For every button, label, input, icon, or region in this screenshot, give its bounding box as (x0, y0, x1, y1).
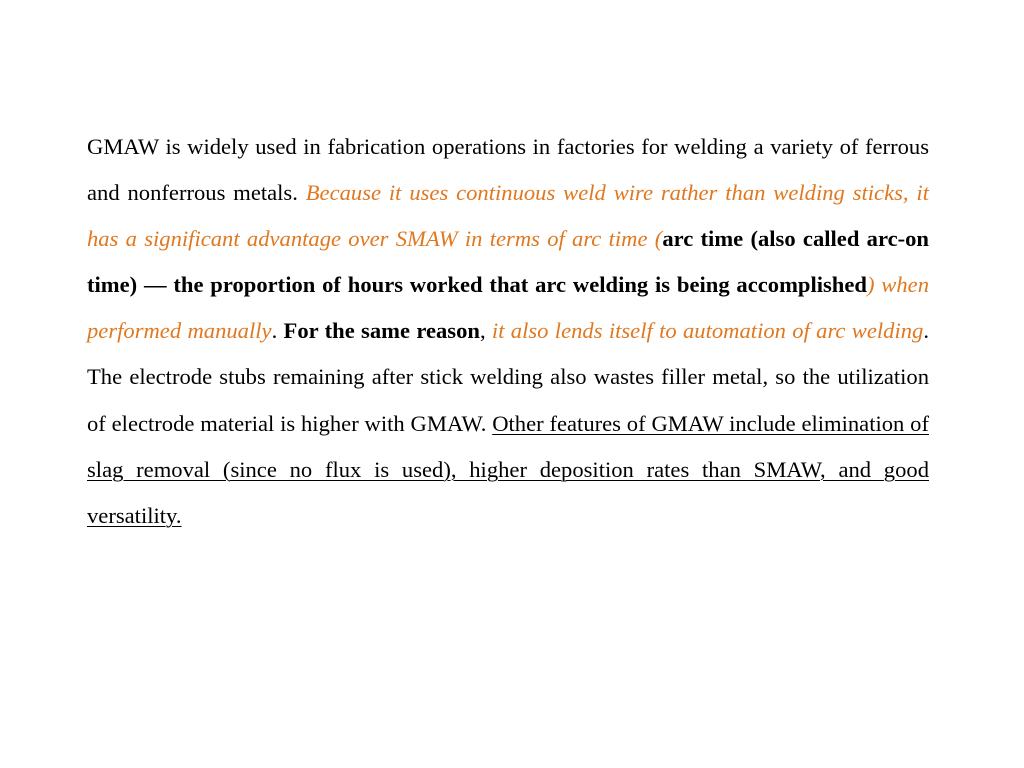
other-features-underlined: Other features of GMAW include elimination of slag removal (since no flux is used), higher deposition rates than SMAW, and good versatility. (87, 410, 929, 528)
same-reason-bold: For the same reason (283, 318, 480, 344)
advantage-highlight: Because it uses continuous weld wire rather than welding sticks, it has a significant advantage over SMAW in terms of arc time ( (87, 180, 929, 252)
arc-time-definition: arc time (also called arc-on time) — the proportion of hours worked that arc welding is being accomplished (87, 226, 929, 298)
manual-highlight: ) when performed manually (87, 272, 929, 344)
comma-text: , (479, 318, 492, 344)
body-paragraph (87, 124, 929, 539)
electrode-stubs-text: . The electrode stubs remaining after stick welding also wastes filler metal, so the utilization of electrode material is higher with GMAW. (87, 318, 929, 436)
sentence-break: . (271, 318, 284, 344)
automation-highlight: it also lends itself to automation of arc welding (491, 318, 924, 344)
intro-text: GMAW is widely used in fabrication operations in factories for welding a variety of ferrous and nonferrous metals. (87, 134, 929, 206)
